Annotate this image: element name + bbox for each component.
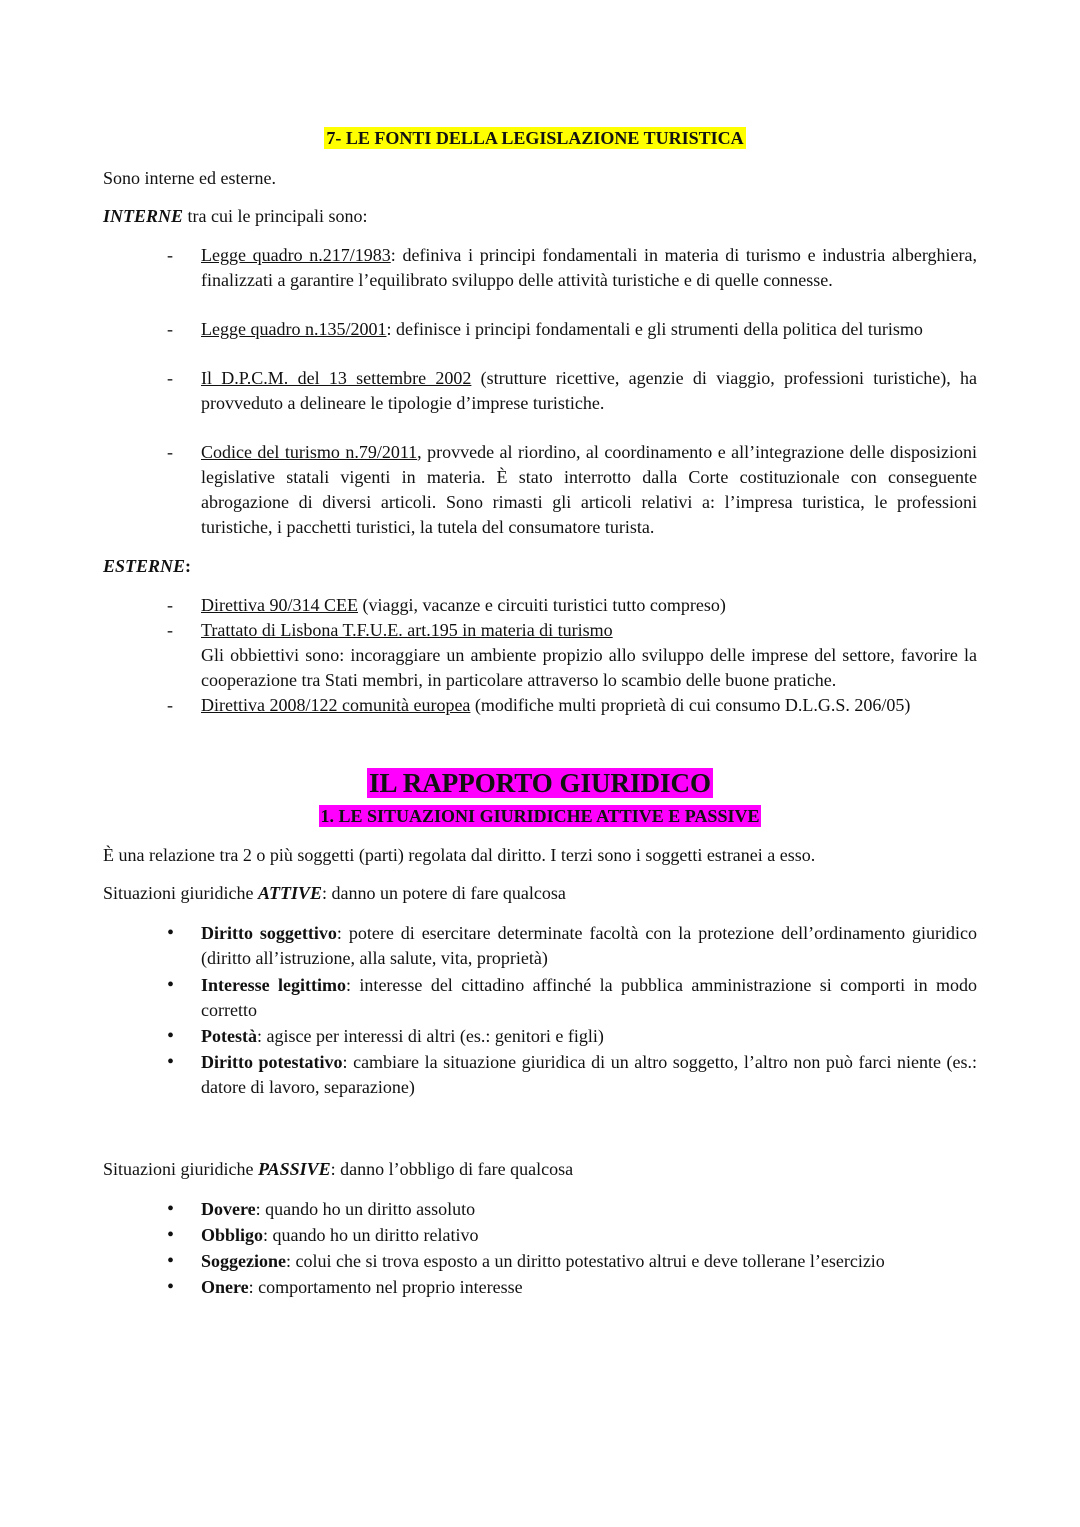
- term: Diritto potestativo: [201, 1052, 343, 1072]
- source-desc: (strutture ricettive, agenzie di viaggio, professioni turistiche), ha provveduto a delineare le tipologie d’imprese turistiche.: [201, 368, 977, 413]
- interne-text: tra cui le principali sono:: [183, 206, 368, 226]
- source-desc: : definisce i principi fondamentali e gli strumenti della politica del turismo: [386, 319, 923, 339]
- term: Potestà: [201, 1026, 257, 1046]
- term: Onere: [201, 1277, 249, 1297]
- term-desc: : interesse del cittadino affinché la pubblica amministrazione si comporti in modo corretto: [201, 975, 977, 1020]
- term: Obbligo: [201, 1225, 264, 1245]
- source-extra: Gli obbiettivi sono: incoraggiare un ambiente propizio allo sviluppo delle imprese del settore, favorire la cooperazione tra Stati membri, in particolare attraverso lo scambio delle buone pratiche.: [201, 645, 977, 690]
- list-item: [103, 1197, 977, 1222]
- bullet-marker: •: [167, 1025, 175, 1047]
- list-item: [103, 618, 977, 693]
- source-link: Direttiva 2008/122 comunità europea: [201, 695, 471, 715]
- bullet-marker: •: [167, 974, 175, 996]
- document-page: [103, 126, 977, 1300]
- passive-post: : danno l’obbligo di fare qualcosa: [330, 1159, 574, 1179]
- list-item: [103, 973, 977, 1023]
- dash-marker: -: [167, 442, 173, 462]
- source-link: Trattato di Lisbona T.F.U.E. art.195 in materia di turismo: [201, 620, 613, 640]
- source-desc: (modifiche multi proprietà di cui consumo D.L.G.S. 206/05): [470, 695, 911, 715]
- bullet-marker: •: [167, 1198, 175, 1220]
- passive-line: [103, 1157, 977, 1182]
- section7-heading-wrap: [93, 126, 977, 151]
- list-item: [103, 593, 977, 618]
- term-desc: : comportamento nel proprio interesse: [248, 1277, 523, 1297]
- list-item: [103, 921, 977, 971]
- passive-label: PASSIVE: [257, 1159, 331, 1179]
- attive-pre: Situazioni giuridiche: [103, 883, 258, 903]
- source-link: Il D.P.C.M. del 13 settembre 2002: [201, 368, 472, 388]
- attive-label: ATTIVE: [257, 883, 322, 903]
- section7-heading: 7- LE FONTI DELLA LEGISLAZIONE TURISTICA: [326, 128, 744, 148]
- list-item: [103, 693, 977, 718]
- list-item: [103, 1024, 977, 1049]
- list-item: [103, 1223, 977, 1248]
- term-desc: : quando ho un diritto relativo: [263, 1225, 479, 1245]
- list-item: [103, 317, 977, 342]
- list-item: [103, 243, 977, 293]
- term: Diritto soggettivo: [201, 923, 337, 943]
- dash-marker: -: [167, 695, 173, 715]
- attive-line: [103, 881, 977, 906]
- dash-marker: -: [167, 620, 173, 640]
- list-item: [103, 366, 977, 416]
- passive-pre: Situazioni giuridiche: [103, 1159, 258, 1179]
- bullet-marker: •: [167, 1051, 175, 1073]
- esterne-list: [103, 593, 977, 718]
- dash-marker: -: [167, 245, 173, 265]
- interne-line: [103, 204, 977, 229]
- list-item: [103, 1249, 977, 1274]
- rapporto-heading-wrap: [103, 766, 977, 800]
- interne-list: [103, 243, 977, 540]
- term-desc: : colui che si trova esposto a un diritto potestativo altrui e deve tollerane l’esercizio: [286, 1251, 885, 1271]
- interne-label: INTERNE: [103, 206, 184, 226]
- source-desc: (viaggi, vacanze e circuiti turistici tutto compreso): [357, 595, 726, 615]
- source-link: Codice del turismo n.79/2011: [201, 442, 418, 462]
- source-link: Legge quadro n.135/2001: [201, 319, 387, 339]
- section7-intro: Sono interne ed esterne.: [103, 168, 276, 188]
- list-item: [103, 1275, 977, 1300]
- term-desc: : agisce per interessi di altri (es.: genitori e figli): [256, 1026, 604, 1046]
- term-desc: : potere di esercitare determinate facoltà con la protezione dell’ordinamento giuridico (diritto all’istruzione, alla salute, vita, proprietà): [201, 923, 977, 968]
- rapporto-subheading: 1. LE SITUAZIONI GIURIDICHE ATTIVE E PASSIVE: [320, 806, 760, 826]
- list-item: [103, 440, 977, 540]
- rapporto-heading: IL RAPPORTO GIURIDICO: [368, 768, 712, 798]
- source-link: Direttiva 90/314 CEE: [201, 595, 358, 615]
- bullet-marker: •: [167, 1276, 175, 1298]
- dash-marker: -: [167, 368, 173, 388]
- list-item: [103, 1050, 977, 1100]
- bullet-marker: •: [167, 1224, 175, 1246]
- rapporto-intro: È una relazione tra 2 o più soggetti (parti) regolata dal diritto. I terzi sono i soggetti estranei a esso.: [103, 845, 816, 865]
- rapporto-subheading-wrap: [103, 804, 977, 829]
- bullet-marker: •: [167, 922, 175, 944]
- esterne-label: ESTERNE: [103, 556, 186, 576]
- term-desc: : quando ho un diritto assoluto: [255, 1199, 476, 1219]
- attive-post: : danno un potere di fare qualcosa: [322, 883, 566, 903]
- attive-list: [103, 921, 977, 1100]
- esterne-colon: :: [185, 556, 192, 576]
- source-desc: , provvede al riordino, al coordinamento e all’integrazione delle disposizioni legislative statali vigenti in materia. È stato interrotto dalla Corte costituzionale con conseguente abrogazione di diversi articoli. Sono rimasti gli articoli relativi a: l’impresa turistica, le professioni turistiche, i pacchetti turistici, la tutela del consumatore turista.: [201, 442, 977, 537]
- source-link: Legge quadro n.217/1983: [201, 245, 391, 265]
- term: Dovere: [201, 1199, 256, 1219]
- bullet-marker: •: [167, 1250, 175, 1272]
- term: Interesse legittimo: [201, 975, 347, 995]
- source-desc: : definiva i principi fondamentali in materia di turismo e industria alberghiera, finalizzati a garantire l’equilibrato sviluppo delle attività turistiche e di quelle connesse.: [201, 245, 977, 290]
- dash-marker: -: [167, 319, 173, 339]
- dash-marker: -: [167, 595, 173, 615]
- esterne-line: [103, 554, 977, 579]
- term-desc: : cambiare la situazione giuridica di un altro soggetto, l’altro non può farci niente (es.: datore di lavoro, separazione): [201, 1052, 978, 1097]
- term: Soggezione: [201, 1251, 286, 1271]
- passive-list: [103, 1197, 977, 1300]
